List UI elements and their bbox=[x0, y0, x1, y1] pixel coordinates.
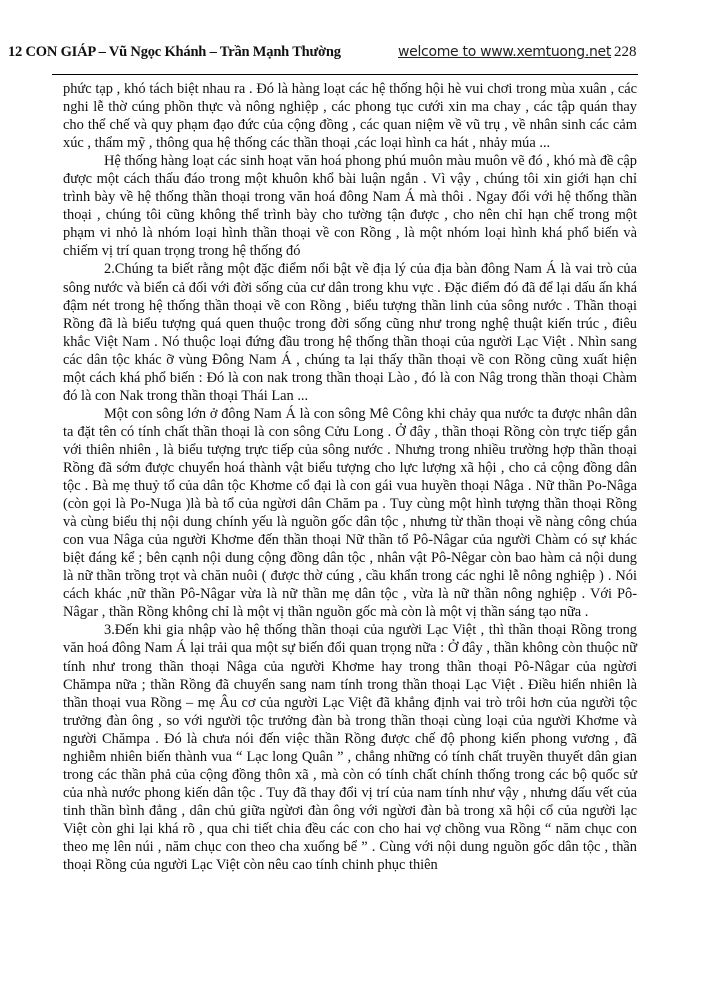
document-body bbox=[63, 80, 637, 874]
page-number: 228 bbox=[614, 44, 637, 60]
website-link[interactable]: welcome to www.xemtuong.net bbox=[398, 44, 612, 60]
header-title: 12 CON GIÁP – Vũ Ngọc Khánh – Trần Mạnh Thường bbox=[8, 44, 341, 60]
paragraph: Một con sông lớn ở đông Nam Á là con sông Mê Công khi chảy qua nước ta được nhân dân ta đặt tên có tính chất thần thoại là con sông Cửu Long . Ở đây , thần thoại Rồng còn trực tiếp gắn với thiên nhiên , là biểu tượng trực tiếp của sông nước . Nhưng trong nhiều trường hợp thần thoại Rồng đã sớm được chuyển hoá thành vật biểu tượng cho lực lượng xã hội , cho cả cộng đồng dân tộc . Bà mẹ thuỷ tổ của dân tộc Khơme cổ đại là con gái vua huyền thoại Nâga . Nữ thần Po-Nâga (còn gọi là Po-Nuga )là bà tổ của ngừơi dân Chăm pa . Tuy cùng một hình tượng thần thoại Rồng và cùng biểu thị nội dung chính yếu là nguồn gốc dân tộc , nhưng từ thần thoại về nàng công chúa con vua Nâga của người Khơme đến thần thoại Nữ thần tổ Pô-Nâgar của người Chàm có sự khác biệt đáng kể ; bên cạnh nội dung cộng đồng dân tộc , nhân vật Pô-Nêgar còn bao hàm cả nội dung là nữ thần trồng trọt và chăn nuôi ( được thờ cúng , cầu khẩn trong các nghi lễ nông nghiệp ) . Nói cách khác ,nữ thần Pô-Nâgar vừa là nữ thần mẹ dân tộc , vừa là nữ thần nông nghiệp . Với Pô-Nâgar , thần Rồng không chỉ là một vị thần nguồn gốc mà còn là một vị thần sáng tạo nữa . bbox=[63, 405, 637, 621]
header-divider bbox=[52, 74, 638, 75]
paragraph: Hệ thống hàng loạt các sinh hoạt văn hoá phong phú muôn màu muôn vẽ đó , khó mà đề cập được một cách thấu đáo trong một khuôn khổ bài luận ngắn . Vì vậy , chúng tôi xin giới hạn chỉ trình bày về hệ thống thần thoại trong văn hoá đông Nam Á mà thôi . Ngay đối với hệ thống thần thoại , chúng tôi cũng không thể trình bày cho tường tận được , cho nên chỉ hạn chế trong một phạm vi nhỏ là nhóm loại hình thần thoại về con Rồng , là một nhóm loại hình khá phổ biến và chiếm vị trí quan trọng trong hệ thống đó bbox=[63, 153, 637, 260]
paragraph: 3.Đến khi gia nhập vào hệ thống thần thoại của người Lạc Việt , thì thần thoại Rồng trong văn hoá đông Nam Á lại trải qua một sự biến đổi quan trọng nữa : Ở đây , thần không còn thuộc nữ tính như trong thần thoại Nâga của người Khơme hay trong thần thoại Pô-Nâgar của ngừơi Chămpa nữa ; thần Rồng đã chuyển sang nam tính trong thần thoại Lạc Việt . Điều hiển nhiên là thần thoại vua Rồng – mẹ Âu cơ của người Lạc Việt đã khẳng định vai trò trôi hơn của người tộc trưởng đàn ông , so với người tộc trưởng đàn bà trong thần thoại cùng loại của người Khơme và người Chămpa . Đó là chưa nói đến việc thần Rồng được chế độ phong kiến phong vương , đã nghiễm nhiên biến thành vua “ Lạc long Quân ” , chẳng những có tính chất truyền thuyết dân gian trong các thần phả của cộng đồng thôn xã , mà còn có tính chất chính thống trong các bộ quốc sử của nhà nước phong kiến dân tộc . Tuy đã thay đổi vị trí của nam tính như vậy , nhưng dấu vết của tinh thần bình đẳng , dân chủ giữa ngừơi đàn ông với ngừơi đàn bà trong xã hội cổ của người lạc Việt còn ghi lại khá rõ , qua chi tiết chia đều các con cho hai vợ chồng vua Rồng “ năm chục con theo mẹ lên núi , năm chục con theo cha xuống bể ” . Cùng với nội dung nguồn gốc dân tộc , thần thoại Rồng của người Lạc Việt còn nêu cao tính chinh phục thiên bbox=[63, 622, 637, 874]
paragraph: phức tạp , khó tách biệt nhau ra . Đó là hàng loạt các hệ thống hội hè vui chơi trong mùa xuân , các nghi lễ thờ cúng phồn thực và nông nghiệp , các phong tục cưới xin ma chay , các tập quán thay cho thể chế và quy phạm đạo đức của cộng đồng , các quan niệm về vũ trụ , về nhân sinh các cảm xúc , thẩm mỹ , thông qua hệ thống các thần thoại ,các loại hình ca hát , nhảy múa ... bbox=[63, 81, 637, 152]
paragraph: 2.Chúng ta biết rằng một đặc điểm nổi bật về địa lý của địa bàn đông Nam Á là vai trò của sông nước và biển cả đối với đời sống của cư dân trong khu vực . Đặc điểm đó đã để lại dấu ấn khá đậm nét trong hệ thống thần thoại về con Rồng , biểu tượng thần linh của sông nước . Thần thoại Rồng đã là biểu tượng quá quen thuộc trong đời sống cũng như trong nghệ thuật kiến trúc , điêu khắc Việt Nam . Nó thuộc loại đứng đầu trong hệ thống thần thoại của người Lạc Việt . Nhìn sang các dân tộc khác ỡ vùng Đông Nam Á , chúng ta lại thấy thần thoại về con Rồng cũng xuất hiện một cách khá phổ biến : Đó là con nak trong thần thoại Lào , đó là con Nâg trong thần thoại Chàm đó là con Nak trong thần thoại Thái Lan ... bbox=[63, 261, 637, 404]
